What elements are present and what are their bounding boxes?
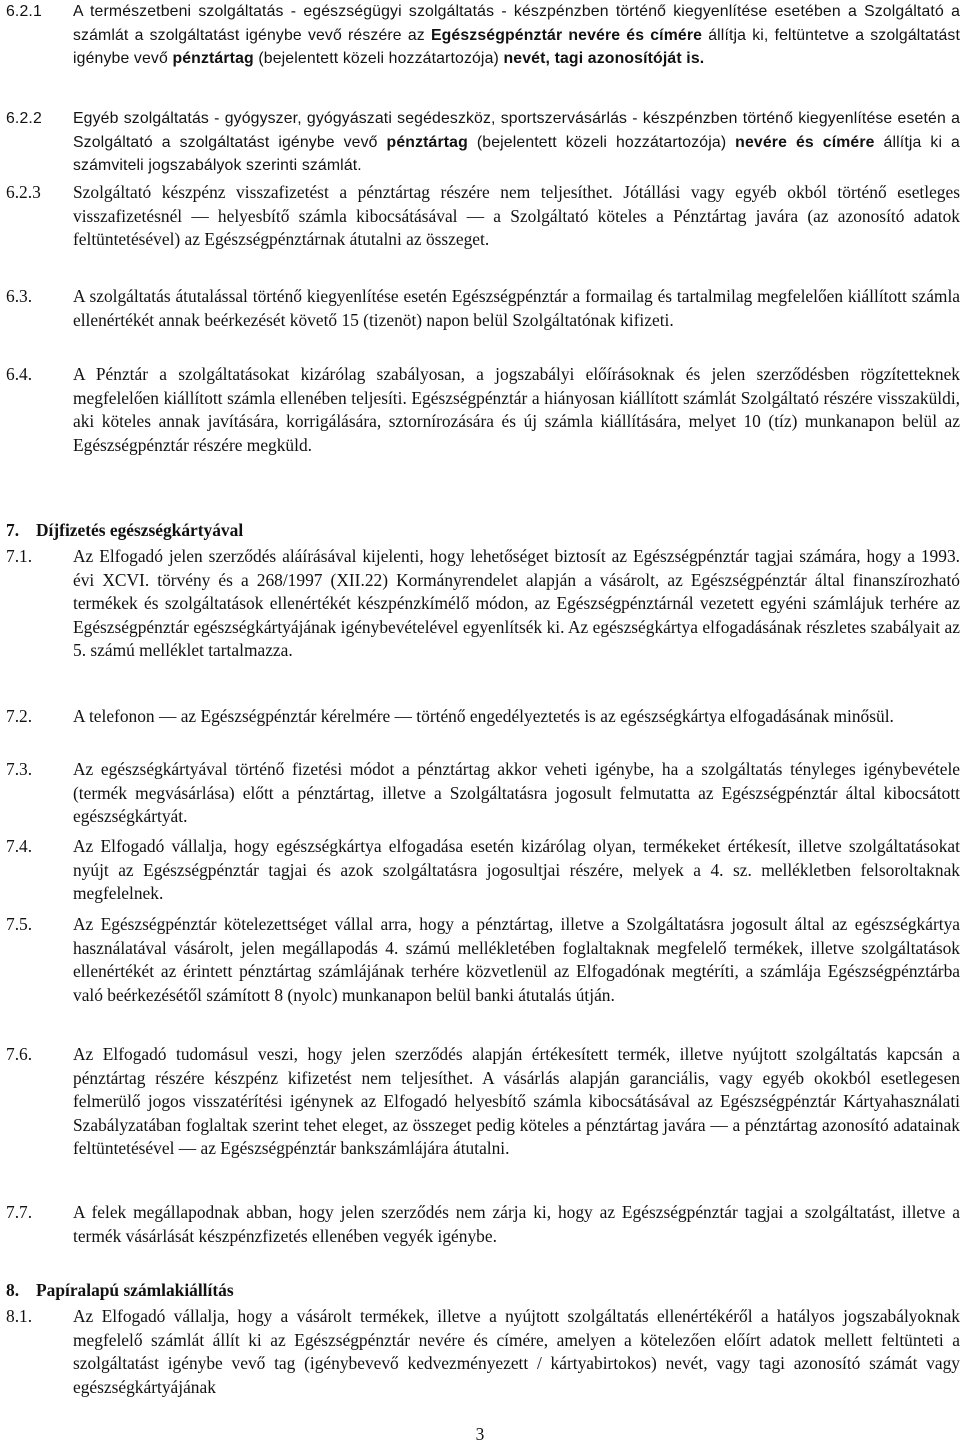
text-run: Az Egészségpénztár kötelezettséget vállal arra, hogy a pénztártag, illetve a Szolgáltatásra jogosult által az egészségkártya használatával vásárolt, jelen megállapodás 4. számú mellékletében foglaltaknak megfelelő termékek, illetve szolgáltatások ellenértékét az érintett pénztártag számlájának terhére közvetlenül az Elfogadónak megtéríti, a számlája Egészségpénztárba való beérkezésétől számított 8 (nyolc) munkanapon belül banki átutalás útján. xyxy=(73,914,960,1005)
section-number: 7.6. xyxy=(6,1044,33,1064)
section-text xyxy=(73,545,960,663)
section-6-2-1 xyxy=(6,0,960,71)
text-run: (bejelentett közeli hozzátartozója) xyxy=(467,133,736,151)
section-text xyxy=(73,1201,960,1248)
section-number: 7.5. xyxy=(6,914,33,934)
text-run: (bejelentett közeli hozzátartozója) xyxy=(253,50,504,68)
text-run: Az Elfogadó jelen szerződés aláírásával kijelenti, hogy lehetőséget biztosít az Egészségpénztár tagjai számára, hogy a 1993. évi XCVI. törvény és a 268/1997 (XII.22) Kormányrendelet alapján a vásárolt, az Egészségpénztár által finanszírozható termékek és szolgáltatások ellenértékét készpénzkímélő módon, az Egészségpénztárnál vezetett egyéni számlájuk terhére az Egészségpénztár egészségkártyájának igénybevételével egyenlítsék ki. Az egészségkártya elfogadásának részletes szabályait az 5. számú melléklet tartalmazza. xyxy=(73,546,960,661)
bold-text-run: nevére és címére xyxy=(735,133,875,151)
section-7-1 xyxy=(6,545,960,663)
text-run: Az egészségkártyával történő fizetési módot a pénztártag akkor veheti igénybe, ha a szolgáltatás tényleges igénybevétele (termék megvásárlása) előtt a pénztártag, illetve a Szolgáltatásra jogosult felmutatta az Egészségpénztár által kibocsátott egészségkártyát. xyxy=(73,759,960,827)
section-text xyxy=(73,1043,960,1161)
section-6-2-3 xyxy=(6,181,960,252)
bold-text-run: pénztártag xyxy=(172,50,254,68)
section-number: 6.2.3 xyxy=(6,182,41,202)
bold-text-run: Egészségpénztár nevére és címére xyxy=(430,26,703,44)
text-run: A Pénztár a szolgáltatásokat kizárólag szabályosan, a jogszabályi előírásoknak és jelen szerződésben rögzítetteknek megfelelően kiállított számla ellenében teljesíti. Egészségpénztár a hiányosan kiállított számlát Szolgáltató részére visszaküldi, aki köteles annak javítására, korrigálására, sztornírozására és új számla kiállítására, melyet 10 (tíz) munkanapon belül az Egészségpénztár részére megküld. xyxy=(73,364,960,455)
section-number: 8.1. xyxy=(6,1306,33,1326)
text-run: A természetbeni szolgáltatás - egészségügyi szolgáltatás - készpénzben történő kiegyenlítése esetében a Szolgáltató a számlát a szolgáltatást igénybe vevő részére az xyxy=(73,3,960,44)
section-7-2 xyxy=(6,705,960,729)
section-text xyxy=(73,285,960,332)
heading-section-8 xyxy=(6,1279,234,1303)
section-7-4 xyxy=(6,835,960,906)
section-number: 7.2. xyxy=(6,706,33,726)
section-text xyxy=(73,835,960,906)
section-7-3 xyxy=(6,758,960,829)
section-number: 6.4. xyxy=(6,364,33,384)
section-text xyxy=(73,0,960,71)
heading-number: 7. xyxy=(6,520,20,540)
heading-title: Papíralapú számlakiállítás xyxy=(36,1280,234,1300)
section-number: 6.2.2 xyxy=(6,110,42,127)
text-run: állítja ki, feltüntetve a szolgáltatást igénybe vevő xyxy=(73,26,960,68)
text-run: A telefonon ― az Egészségpénztár kérelmére ― történő engedélyeztetés is az egészségkártya elfogadásának minősül. xyxy=(73,706,894,726)
section-7-5 xyxy=(6,913,960,1007)
text-run: Az Elfogadó tudomásul veszi, hogy jelen szerződés alapján értékesített termék, illetve nyújtott szolgáltatás kapcsán a pénztártag részére készpénz kifizetést nem teljesíthet. A vásárlás alapján garanciális, vagy egyéb okokból esetlegesen felmerülő jogos visszatérítési igénynek az Elfogadó helyesbítő számla kibocsátásával az Egészségpénztár Kártyahasználati Szabályzatában foglaltak szerint tehet eleget, az összeget pedig köteles a pénztártag javára ― a pénztártag azonosító adatainak feltüntetésével ― az Egészségpénztár bankszámlájára átutalni. xyxy=(73,1044,960,1159)
section-number: 7.3. xyxy=(6,759,33,779)
section-text xyxy=(73,1305,960,1399)
heading-title: Díjfizetés egészségkártyával xyxy=(36,520,244,540)
section-text xyxy=(73,363,960,457)
text-run: Szolgáltató készpénz visszafizetést a pénztártag részére nem teljesíthet. Jótállási vagy egyéb okból történő esetleges visszafizetésnél ― helyesbítő számla kibocsátásával ― a Szolgáltató köteles a Pénztártag javára (az azonosító adatok feltüntetésével) az Egészségpénztárnak átutalni az összeget. xyxy=(73,182,960,250)
text-run: A felek megállapodnak abban, hogy jelen szerződés nem zárja ki, hogy az Egészségpénztár tagjai a szolgáltatást, illetve a termék vásárlását készpénzfizetés ellenében vegyék igénybe. xyxy=(73,1202,960,1246)
section-6-4 xyxy=(6,363,960,457)
section-8-1 xyxy=(6,1305,960,1399)
section-text xyxy=(73,181,960,252)
bold-text-run: nevét, tagi azonosítóját is. xyxy=(503,50,705,68)
text-run: Egyéb szolgáltatás - gyógyszer, gyógyászati segédeszköz, sportszervásárlás - készpénzben történő kiegyenlítése esetén a Szolgáltató a szolgáltatást igénybe vevő xyxy=(73,110,960,151)
section-number: 6.2.1 xyxy=(6,3,42,20)
text-run: Az Elfogadó vállalja, hogy a vásárolt termékek, illetve a nyújtott szolgáltatás ellenértékéről a hatályos jogszabályoknak megfelelő számlát állít ki az Egészségpénztár nevére és címére, amelyen a kötelezően előírt adatok mellett feltünteti a szolgáltatást igénybe vevő tag (igénybevevő kedvezményezett / kártyabirtokos) nevét, vagy tagi azonosító számát vagy egészségkártyájának xyxy=(73,1306,960,1397)
section-number: 7.4. xyxy=(6,836,33,856)
section-6-3 xyxy=(6,285,960,332)
text-run: Az Elfogadó vállalja, hogy egészségkártya elfogadása esetén kizárólag olyan, termékeket értékesít, illetve szolgáltatásokat nyújt az Egészségpénztár tagjai és azok szolgáltatásra jogosultjai részére, melyek a 4. sz. mellékletben felsoroltaknak megfelelnek. xyxy=(73,836,960,904)
section-text xyxy=(73,913,960,1007)
section-number: 7.7. xyxy=(6,1202,33,1222)
section-text xyxy=(73,758,960,829)
section-text xyxy=(73,107,960,178)
heading-section-7 xyxy=(6,519,243,543)
section-7-7 xyxy=(6,1201,960,1248)
section-number: 7.1. xyxy=(6,546,33,566)
section-6-2-2 xyxy=(6,107,960,178)
heading-number: 8. xyxy=(6,1280,20,1300)
text-run: állítja ki a számviteli jogszabályok szerinti számlát. xyxy=(73,133,960,175)
section-number: 6.3. xyxy=(6,286,33,306)
text-run: A szolgáltatás átutalással történő kiegyenlítése esetén Egészségpénztár a formailag és tartalmilag megfelelően kiállított számla ellenértékét annak beérkezését követő 15 (tizenöt) napon belül Szolgáltatónak kifizeti. xyxy=(73,286,960,330)
bold-text-run: pénztártag xyxy=(386,133,468,151)
page-number: 3 xyxy=(475,1424,485,1444)
section-7-6 xyxy=(6,1043,960,1161)
section-text xyxy=(73,705,960,729)
